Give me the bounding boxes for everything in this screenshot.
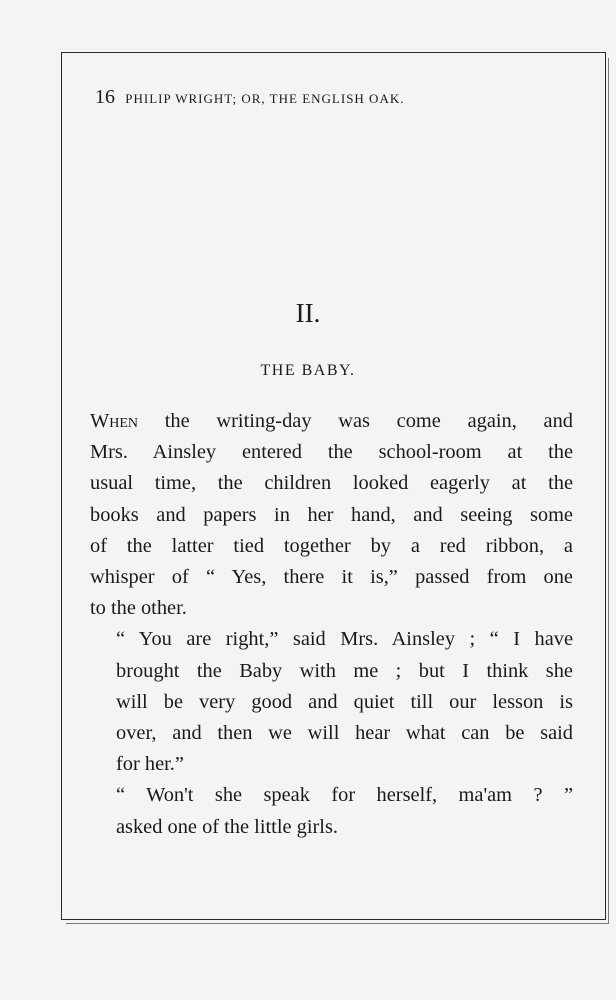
paragraph (90, 780, 573, 842)
chapter-title: THE BABY. (260, 362, 356, 379)
running-title: PHILIP WRIGHT; OR, THE ENGLISH OAK. (125, 91, 405, 106)
text-line: brought the Baby with me ; but I think she (116, 659, 573, 682)
text-line: books and papers in her hand, and seeing some (90, 503, 573, 526)
text-line: usual time, the children looked eagerly at the (90, 472, 573, 495)
text-line: Mrs. Ainsley entered the school-room at the (90, 441, 573, 464)
text-line: whisper of “ Yes, there it is,” passed from one (90, 566, 573, 589)
text-line: When the writing-day was come again, and (90, 410, 573, 432)
running-header (95, 86, 555, 109)
text-line: “ You are right,” said Mrs. Ainsley ; “ I have (116, 628, 573, 651)
text-line: to the other. (90, 597, 187, 620)
text-line: of the latter tied together by a red ribbon, a (90, 534, 573, 557)
page-number: 16 (95, 86, 115, 108)
text-line: “ Won't she speak for herself, ma'am ? ” (116, 784, 573, 807)
chapter-number: II. (295, 298, 321, 328)
body-text (90, 406, 573, 843)
paragraph (90, 406, 573, 624)
paragraph (90, 624, 573, 780)
text-line: over, and then we will hear what can be said (116, 722, 573, 745)
text-line: asked one of the little girls. (116, 815, 338, 838)
opening-word: When (90, 410, 139, 432)
text-line: for her.” (116, 753, 184, 776)
text-line: will be very good and quiet till our lesson is (116, 690, 573, 713)
